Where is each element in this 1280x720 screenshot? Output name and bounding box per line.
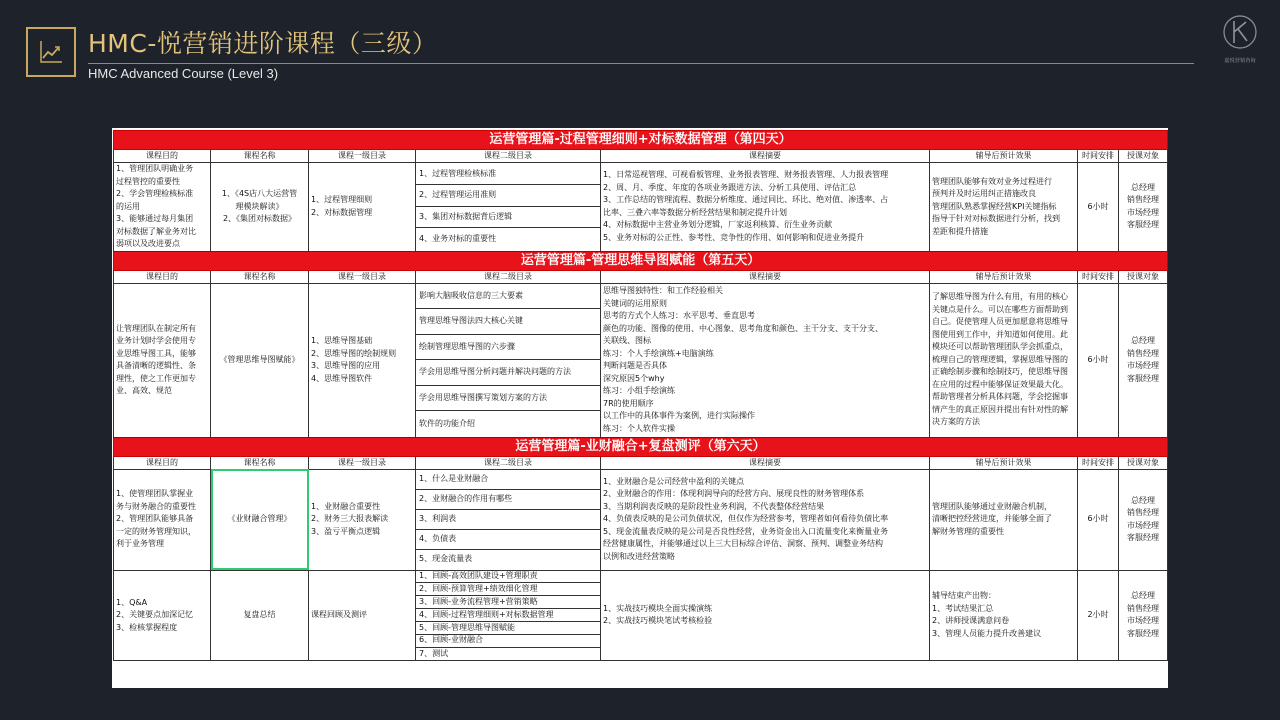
level1-cell <box>309 469 416 570</box>
column-header: 辅导后预计效果 <box>930 456 1078 469</box>
level2-item: 1、过程管理检核标准 <box>416 164 600 186</box>
column-header: 课程目的 <box>114 150 211 163</box>
cell-line: 思维导图独特性：和工作经验相关 <box>603 286 723 295</box>
column-header: 课程目的 <box>114 270 211 283</box>
level2-item: 软件的功能介绍 <box>419 418 475 428</box>
cell-line: 模块还可以帮助管理团队学会抓重点， <box>932 342 1068 352</box>
effect-cell <box>930 163 1078 252</box>
cell-line: 业、高效、规范 <box>116 386 172 395</box>
cell-line: 判断问题是否具体 <box>603 361 667 370</box>
level2-item: 2、业财融合的作用有哪些 <box>416 490 600 510</box>
section-banner-row <box>114 131 1168 150</box>
level2-item: 4、回顾-过程管理细则+对标数据管理 <box>416 609 600 622</box>
cell-line: 决方案的方法 <box>932 417 980 427</box>
course-table <box>113 130 1168 661</box>
trend-chart-icon <box>37 38 65 66</box>
cell-line: 关键词的运用原则 <box>603 298 667 308</box>
cell-line: 4、思维导图软件 <box>311 373 373 383</box>
course-name-cell <box>211 283 309 437</box>
column-header: 课程目的 <box>114 456 211 469</box>
column-header: 课程摘要 <box>601 270 930 283</box>
cell-line: 业务计划时学会使用专 <box>116 336 196 345</box>
time-cell <box>1078 163 1119 252</box>
column-header: 课程二级目录 <box>416 150 601 163</box>
page-title: HMC-悦营销进阶课程（三级） <box>88 29 438 58</box>
cell-line: 1、Q&A <box>116 597 148 607</box>
cell-line: 复盘总结 <box>243 610 276 620</box>
cell-line: 2、实战技巧模块笔试考核检验 <box>603 616 713 626</box>
cell-line: 2、对标数据管理 <box>311 207 373 217</box>
brand-mark-icon <box>1220 12 1260 52</box>
table-row <box>114 283 1168 437</box>
level1-cell <box>309 283 416 437</box>
cell-line: 的运用 <box>116 201 140 211</box>
cell-line: 指导于针对对标数据进行分析，找到 <box>932 214 1060 223</box>
cell-line: 理模块解读》 <box>235 201 284 211</box>
cell-line: 4、负债表反映的是公司负债状况，但仅作为经营参考，管理者如何看待负债比率 <box>603 514 889 524</box>
audience-cell <box>1119 283 1168 437</box>
cell-line: 颜色的功能、图像的使用、中心图象、思考角度和颜色、主干分支、支干分支、 <box>603 323 883 333</box>
effect-cell <box>930 469 1078 570</box>
cell-line: 练习：小组手绘演练 <box>603 386 675 395</box>
level2-item: 学会用思维导图撰写策划方案的方法 <box>416 386 600 412</box>
brand-name: 嘉悦营销咨询 <box>1224 58 1256 64</box>
column-header: 课程名称 <box>211 150 309 163</box>
level2-item: 影响大脑吸收信息的三大要素 <box>416 284 600 310</box>
cell-line: 过程管控的重要性 <box>116 176 180 186</box>
column-header-row <box>114 456 1168 469</box>
cell-line: 客服经理 <box>1127 220 1160 230</box>
purpose-cell <box>114 570 211 661</box>
cell-line: 情产生的真正原因并提出有针对性的解 <box>932 404 1068 414</box>
column-header-row <box>114 150 1168 163</box>
cell-line: 2、关键要点加深记忆 <box>116 610 194 620</box>
cell-line: 1、考试结果汇总 <box>932 603 994 613</box>
section-banner-row <box>114 437 1168 456</box>
cell-line: 3、能够通过每月集团 <box>116 214 194 223</box>
cell-line: 5、业务对标的公正性、参考性、竞争性的作用、如何影响和促进业务提升 <box>603 232 865 242</box>
purpose-cell <box>114 283 211 437</box>
cell-line: 正确绘制步骤和绘制技巧，使思维导图 <box>932 367 1068 377</box>
level2-item: 5、现金流量表 <box>419 554 473 564</box>
cell-line: 总经理 <box>1131 182 1156 192</box>
course-logo <box>26 27 76 77</box>
cell-line: 练习：个人软件实操 <box>603 423 675 433</box>
cell-line: 1、使管理团队掌握业 <box>116 489 194 499</box>
brand-logo <box>1212 12 1268 64</box>
cell-line: 理性，使之工作更加专 <box>116 373 196 383</box>
cell-line: 弱项以及改进要点 <box>116 239 180 248</box>
cell-line: 1、业财融合重要性 <box>311 501 381 511</box>
cell-line: 《管理思维导图赋能》 <box>219 354 300 364</box>
level2-item: 3、回顾-业务流程管理+营销策略 <box>416 596 600 609</box>
time-cell <box>1078 283 1119 437</box>
cell-line: 3、思维导图的应用 <box>311 361 381 370</box>
cell-line: 预判并及时运用纠正措施改良 <box>932 189 1036 198</box>
cell-line: 清晰把控经营进度，并能够全面了 <box>932 514 1052 524</box>
course-name-cell <box>211 570 309 661</box>
course-table-sheet <box>112 128 1168 688</box>
level2-cell <box>416 283 601 437</box>
cell-line: 销售经理 <box>1127 195 1160 205</box>
cell-line: 务与财务融合的重要性 <box>116 501 196 511</box>
cell-line: 市场经理 <box>1127 616 1160 626</box>
level2-item: 绘制管理思维导图的六步骤 <box>416 335 600 361</box>
summary-cell <box>601 570 930 661</box>
level2-item: 3、集团对标数据背后逻辑 <box>416 207 600 229</box>
level2-item: 4、业务对标的重要性 <box>419 233 497 243</box>
cell-line: 销售经理 <box>1127 508 1160 517</box>
cell-line: 3、工作总结的管理流程、数据分析维度、通过同比、环比、绝对值、渗透率、占 <box>603 195 889 205</box>
cell-line: 以工作中的具体事件为案例，进行实际操作 <box>603 411 755 420</box>
cell-line: 在应用的过程中能够保证效果最大化。 <box>932 379 1068 389</box>
cell-line: 7R的使用顺序 <box>603 398 654 408</box>
cell-line: 客服经理 <box>1127 628 1160 638</box>
column-header: 时间安排 <box>1078 456 1119 469</box>
cell-line: 业思维导图工具，能够 <box>116 348 196 358</box>
time-cell <box>1078 570 1119 661</box>
level1-cell <box>309 163 416 252</box>
cell-line: 1、思维导图基础 <box>311 336 373 345</box>
cell-line: 1、日常巡视管理、可视看板管理、业务报表管理、财务报表管理、人力报表管理 <box>603 170 889 180</box>
cell-line: 1、业财融合是公司经营中盈利的关键点 <box>603 476 745 486</box>
cell-line: 3、检核掌握程度 <box>116 622 178 632</box>
page-subtitle: HMC Advanced Course (Level 3) <box>88 66 279 81</box>
column-header: 课程二级目录 <box>416 456 601 469</box>
table-row <box>114 469 1168 570</box>
cell-line: 3、管理人员能力提升改善建议 <box>932 628 1042 638</box>
column-header: 课程一级目录 <box>309 150 416 163</box>
cell-line: 2、思维导图的绘制规则 <box>311 348 397 358</box>
cell-line: 3、盈亏平衡点逻辑 <box>311 526 381 536</box>
level2-item: 3、利润表 <box>416 510 600 530</box>
cell-line: 比率、三叠六率等数据分析经营结果和制定提升计划 <box>603 207 787 217</box>
cell-line: 2、《集团对标数据》 <box>222 214 297 223</box>
section-banner-row <box>114 251 1168 270</box>
cell-line: 课程回顾及测评 <box>311 610 367 620</box>
cell-line: 客服经理 <box>1127 533 1160 542</box>
level2-item: 学会用思维导图分析问题并解决问题的方法 <box>416 360 600 386</box>
column-header: 辅导后预计效果 <box>930 270 1078 283</box>
cell-line: 5、现金流量表反映的是公司是否良性经营，业务资金出入口流量变化来衡量业务 <box>603 526 889 536</box>
cell-line: 市场经理 <box>1127 520 1160 530</box>
cell-line: 2、周、月、季度、年度的各项业务跟进方法、分析工具使用、评估汇总 <box>603 182 857 192</box>
column-header: 课程摘要 <box>601 150 930 163</box>
level2-item: 5、回顾-管理思维导图赋能 <box>416 622 600 635</box>
level2-item: 4、负债表 <box>416 530 600 550</box>
cell-line: 市场经理 <box>1127 207 1160 217</box>
title-divider <box>88 63 1194 64</box>
section-banner: 运营管理篇-过程管理细则+对标数据管理（第四天） <box>114 131 1168 150</box>
time-value: 6小时 <box>1087 201 1109 211</box>
cell-line: 总经理 <box>1131 495 1156 505</box>
level2-item: 管理思维导图法四大核心关键 <box>416 309 600 335</box>
summary-cell <box>601 283 930 437</box>
cell-line: 管理团队能够有效对业务过程进行 <box>932 176 1052 186</box>
summary-cell <box>601 163 930 252</box>
table-row <box>114 570 1168 661</box>
cell-line: 4、对标数据中主营业务划分逻辑，厂家返利核算、衍生业务贡献 <box>603 220 833 230</box>
column-header: 课程名称 <box>211 270 309 283</box>
cell-line: 2、财务三大报表解读 <box>311 514 389 524</box>
level2-item: 6、回顾-业财融合 <box>416 635 600 648</box>
effect-cell <box>930 570 1078 661</box>
cell-line: 解财务管理的重要性 <box>932 526 1004 536</box>
summary-cell <box>601 469 930 570</box>
purpose-cell <box>114 163 211 252</box>
cell-line: 梳理自己的管理逻辑，掌握思维导图的 <box>932 354 1068 364</box>
cell-line: 具备清晰的逻辑性、条 <box>116 361 196 370</box>
cell-line: 1、实战技巧模块全面实操演练 <box>603 603 713 613</box>
cell-line: 销售经理 <box>1127 348 1160 358</box>
cell-line: 管理团队能够通过业财融合机制， <box>932 501 1052 511</box>
cell-line: 图使用到工作中，并知道如何使用。此 <box>932 329 1068 339</box>
cell-line: 差距和提升措施 <box>932 226 988 236</box>
level2-cell <box>416 570 601 661</box>
cell-line: 客服经理 <box>1127 373 1160 383</box>
cell-line: 了解思维导图为什么有用，有用的核心 <box>932 292 1068 302</box>
cell-line: 练习：个人手绘演练+电脑演练 <box>603 348 714 358</box>
cell-line: 2、学会管理检核标准 <box>116 189 194 198</box>
cell-line: 销售经理 <box>1127 603 1160 613</box>
column-header: 课程摘要 <box>601 456 930 469</box>
column-header: 辅导后预计效果 <box>930 150 1078 163</box>
audience-cell <box>1119 163 1168 252</box>
cell-line: 深究原因5个why <box>603 373 665 383</box>
cell-line: 帮助管理者分析具体问题，学会挖掘事 <box>932 392 1068 402</box>
level2-cell <box>416 469 601 570</box>
column-header-row <box>114 270 1168 283</box>
section-banner: 运营管理篇-业财融合+复盘测评（第六天） <box>114 437 1168 456</box>
column-header: 时间安排 <box>1078 150 1119 163</box>
cell-line: 以例和改进经营策略 <box>603 551 675 561</box>
cell-line: 市场经理 <box>1127 361 1160 370</box>
column-header: 时间安排 <box>1078 270 1119 283</box>
cell-line: 2、管理团队能够具备 <box>116 514 194 524</box>
cell-line: 2、业财融合的作用：体现利润导向的经营方向、展现良性的财务管理体系 <box>603 489 865 499</box>
section-banner: 运营管理篇-管理思维导图赋能（第五天） <box>114 251 1168 270</box>
time-cell <box>1078 469 1119 570</box>
level2-item: 2、过程管理运用准则 <box>416 185 600 207</box>
cell-line: 对标数据了解业务对比 <box>116 226 196 236</box>
cell-line: 管理团队熟悉掌握经营KPI关键指标 <box>932 201 1057 211</box>
effect-cell <box>930 283 1078 437</box>
time-value: 6小时 <box>1087 354 1109 364</box>
cell-line: 辅导结束产出物： <box>932 591 996 601</box>
level2-item: 2、回顾-预算管理+绩效细化管理 <box>416 583 600 596</box>
level2-item: 7、测试 <box>419 648 449 658</box>
cell-line: 利于业务管理 <box>116 539 164 549</box>
cell-line: 经营健康属性，并能够通过以上三大目标综合评估、洞察、预判、调整业务结构 <box>603 539 883 549</box>
level1-cell <box>309 570 416 661</box>
course-name-cell <box>211 469 309 570</box>
cell-line: 总经理 <box>1131 336 1156 345</box>
level2-item: 1、什么是业财融合 <box>416 470 600 490</box>
level2-cell <box>416 163 601 252</box>
column-header: 授课对象 <box>1119 150 1168 163</box>
cell-line: 自己。促使管理人员更加愿意将思维导 <box>932 317 1068 327</box>
column-header: 课程一级目录 <box>309 456 416 469</box>
column-header: 课程名称 <box>211 456 309 469</box>
cell-line: 《业财融合管理》 <box>227 514 292 524</box>
purpose-cell <box>114 469 211 570</box>
cell-line: 1、管理团队明确业务 <box>116 164 194 173</box>
column-header: 课程二级目录 <box>416 270 601 283</box>
cell-line: 让管理团队在制定所有 <box>116 323 196 333</box>
level2-item: 1、回顾-高效团队建设+管理职责 <box>416 571 600 584</box>
cell-line: 2、讲师授课满意问卷 <box>932 616 1010 626</box>
cell-line: 思考的方式个人练习：水平思考、垂直思考 <box>603 311 755 320</box>
cell-line: 关联线、图标 <box>603 336 651 345</box>
cell-line: 3、当期利润表反映的是阶段性业务利润，不代表整体经营结果 <box>603 501 825 511</box>
cell-line: 1、《4S店八大运营管 <box>221 189 298 198</box>
course-name-cell <box>211 163 309 252</box>
audience-cell <box>1119 570 1168 661</box>
cell-line: 1、过程管理细则 <box>311 195 373 205</box>
time-value: 2小时 <box>1087 610 1109 620</box>
audience-cell <box>1119 469 1168 570</box>
cell-line: 关键点是什么。可以在哪些方面帮助到 <box>932 304 1068 314</box>
column-header: 课程一级目录 <box>309 270 416 283</box>
time-value: 6小时 <box>1087 514 1109 524</box>
cell-line: 总经理 <box>1131 591 1156 601</box>
cell-line: 一定的财务管理知识， <box>116 526 196 536</box>
table-row <box>114 163 1168 252</box>
column-header: 授课对象 <box>1119 456 1168 469</box>
column-header: 授课对象 <box>1119 270 1168 283</box>
